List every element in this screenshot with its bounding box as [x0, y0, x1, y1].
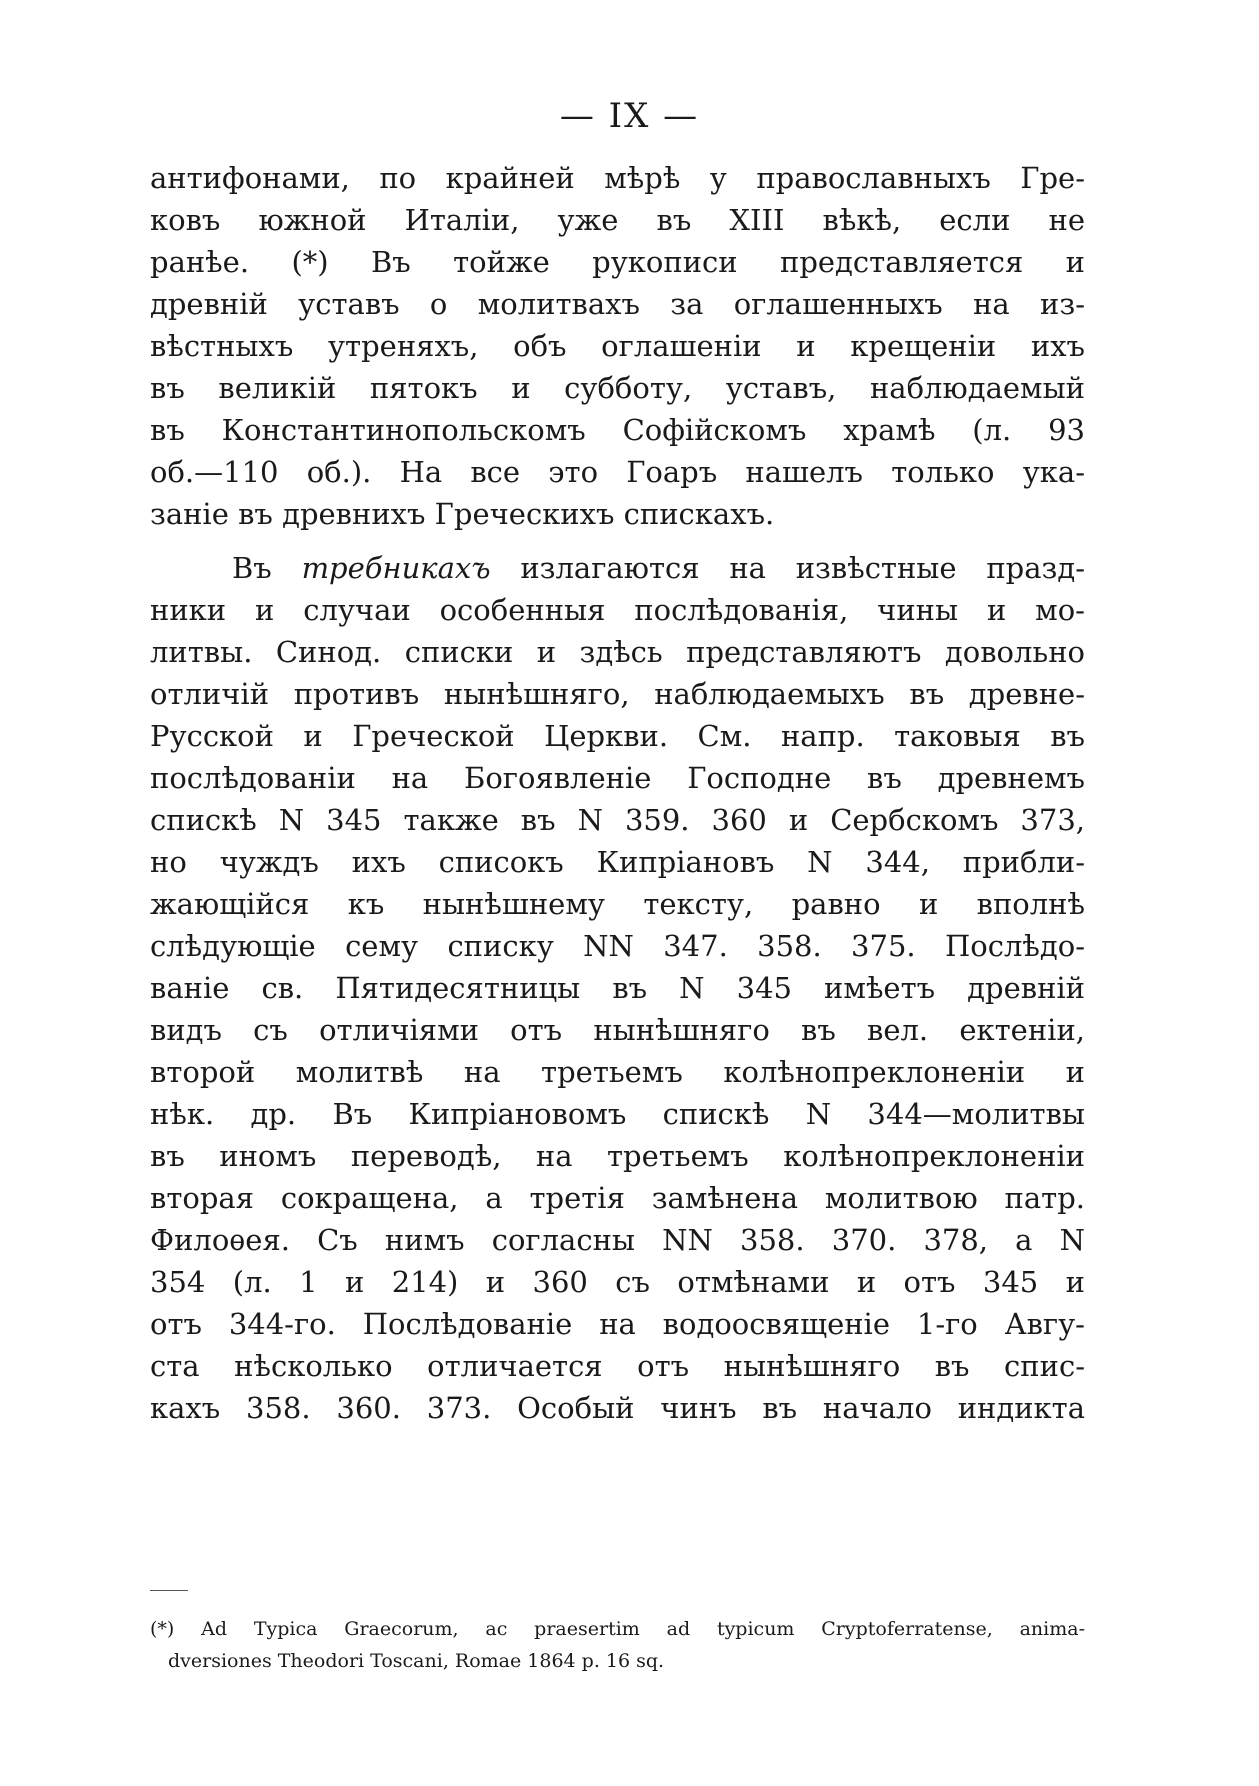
text-line: заніе въ древнихъ Греческихъ спискахъ.: [150, 497, 775, 531]
text-line: слѣдующіе сему списку NN 347. 358. 375. Послѣдо-: [150, 929, 1085, 963]
text-line: но чуждъ ихъ списокъ Кипріановъ N 344, прибли-: [150, 845, 1085, 879]
text-line: литвы. Синод. списки и здѣсь представляютъ довольно: [150, 635, 1085, 669]
text-line: ковъ южной Италіи, уже въ XIII вѣкѣ, если не: [150, 203, 1085, 237]
text-line: антифонами, по крайней мѣрѣ у православныхъ Гре-: [150, 161, 1085, 195]
text-line: въ Константинопольскомъ Софійскомъ храмѣ (л. 93: [150, 413, 1085, 447]
text-run: Въ: [232, 551, 302, 585]
text-line: ста нѣсколько отличается отъ нынѣшняго въ спис-: [150, 1349, 1085, 1383]
text-line: въ иномъ переводѣ, на третьемъ колѣнопреклоненіи: [150, 1139, 1085, 1173]
text-line: вѣстныхъ утреняхъ, объ оглашеніи и крещеніи ихъ: [150, 329, 1085, 363]
text-line: отличій противъ нынѣшняго, наблюдаемыхъ въ древне-: [150, 677, 1085, 711]
text-line: видъ съ отличіями отъ нынѣшняго въ вел. ектеніи,: [150, 1013, 1085, 1047]
text-line: нѣк. др. Въ Кипріановомъ спискѣ N 344—молитвы: [150, 1097, 1085, 1131]
text-line: отъ 344-го. Послѣдованіе на водоосвященіе 1-го Авгу-: [150, 1307, 1085, 1341]
text-line: кахъ 358. 360. 373. Особый чинъ въ начало индикта: [150, 1391, 1085, 1425]
text-line: Филоѳея. Съ нимъ согласны NN 358. 370. 378, а N: [150, 1223, 1085, 1257]
page-number: — IX —: [559, 96, 700, 136]
text-line: об.—110 об.). На все это Гоаръ нашелъ только ука-: [150, 455, 1085, 489]
footnote-divider: [150, 1590, 188, 1591]
text-line: ваніе св. Пятидесятницы въ N 345 имѣетъ древній: [150, 971, 1085, 1005]
text-line: ники и случаи особенныя послѣдованія, чины и мо-: [150, 593, 1085, 627]
text-line: Русской и Греческой Церкви. См. напр. таковыя въ: [150, 719, 1085, 753]
paragraph-first-line: [150, 546, 1085, 590]
italic-term: требникахъ: [301, 551, 491, 585]
text-line: второй молитвѣ на третьемъ колѣнопреклоненіи и: [150, 1055, 1085, 1089]
text-line: ранѣе. (*) Въ тойже рукописи представляется и: [150, 245, 1085, 279]
footnote-line: dversiones Theodori Toscani, Romae 1864 p. 16 sq.: [168, 1650, 665, 1672]
text-line: вторая сокращена, а третія замѣнена молитвою патр.: [150, 1181, 1085, 1215]
text-line: древній уставъ о молитвахъ за оглашенныхъ на из-: [150, 287, 1085, 321]
footnote-line: (*) Ad Typica Graecorum, ac praesertim ad typicum Cryptoferratense, anima-: [150, 1618, 1085, 1640]
text-line: спискѣ N 345 также въ N 359. 360 и Сербскомъ 373,: [150, 803, 1085, 837]
text-line: послѣдованіи на Богоявленіе Господне въ древнемъ: [150, 761, 1085, 795]
text-line: 354 (л. 1 и 214) и 360 съ отмѣнами и отъ 345 и: [150, 1265, 1085, 1299]
text-line: жающійся къ нынѣшнему тексту, равно и вполнѣ: [150, 887, 1085, 921]
text-run: излагаются на извѣстные празд-: [490, 551, 1085, 585]
text-line: въ великій пятокъ и субботу, уставъ, наблюдаемый: [150, 371, 1085, 405]
